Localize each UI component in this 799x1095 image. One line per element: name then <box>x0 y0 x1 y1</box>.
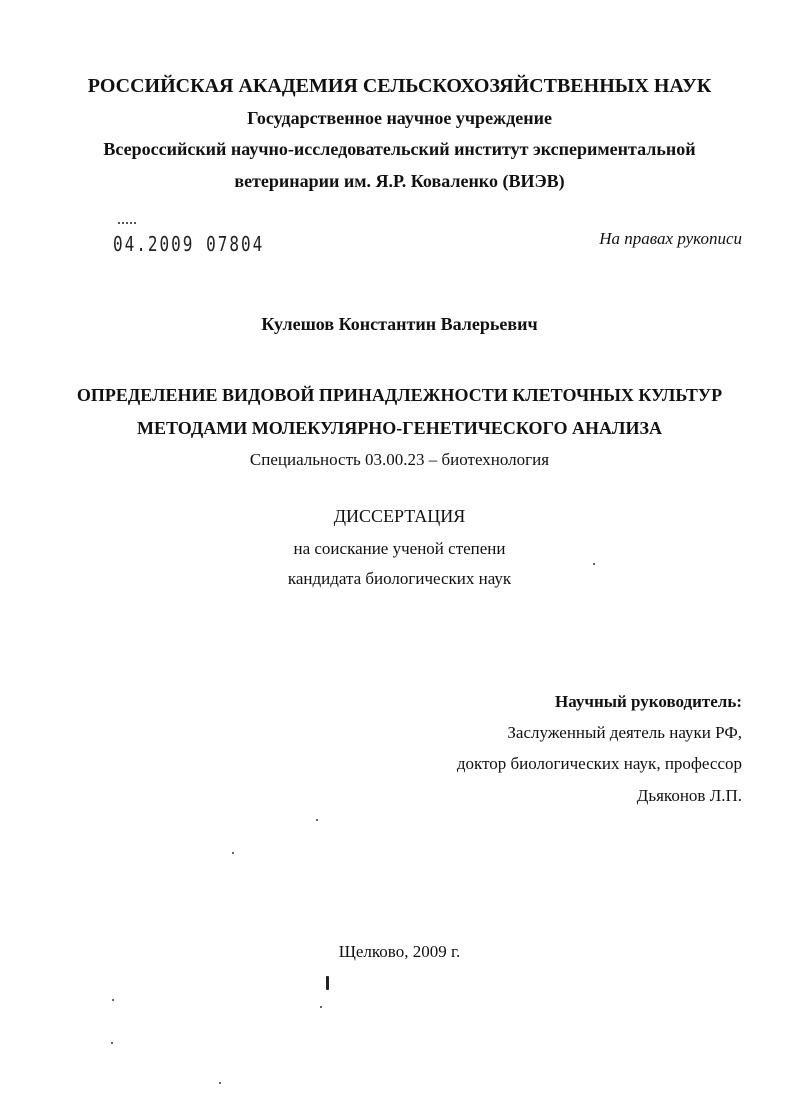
thesis-title-line2: МЕТОДАМИ МОЛЕКУЛЯРНО-ГЕНЕТИЧЕСКОГО АНАЛИЗА <box>137 418 662 438</box>
scan-speck <box>593 563 595 565</box>
scan-speck <box>316 819 318 821</box>
institute-name-line1: Всероссийский научно-исследовательский институт экспериментальной <box>103 139 696 159</box>
academy-name: РОССИЙСКАЯ АКАДЕМИЯ СЕЛЬСКОХОЗЯЙСТВЕННЫХ НАУК <box>87 75 712 97</box>
scan-speck <box>232 852 234 854</box>
institution-type: Государственное научное учреждение <box>247 108 552 128</box>
scan-speck <box>111 1042 113 1044</box>
rights-note: На правах рукописи <box>599 229 742 248</box>
thesis-title-line1: ОПРЕДЕЛЕНИЕ ВИДОВОЙ ПРИНАДЛЕЖНОСТИ КЛЕТОЧНЫХ КУЛЬТУР <box>76 385 723 405</box>
supervisor-title-line1: Заслуженный деятель науки РФ, <box>507 723 742 742</box>
scan-mark <box>326 976 329 990</box>
scan-speck <box>320 1006 322 1008</box>
document-type: ДИССЕРТАЦИЯ <box>333 506 466 526</box>
institute-name-line2: ветеринарии им. Я.Р. Коваленко (ВИЭВ) <box>234 171 565 191</box>
place-and-year: Щелково, 2009 г. <box>338 942 461 961</box>
library-stamp-number: 04.2009 07804 <box>113 232 265 256</box>
scan-speck <box>112 999 114 1001</box>
author-name: Кулешов Константин Валерьевич <box>261 314 538 334</box>
supervisor-title-line2: доктор биологических наук, профессор <box>456 754 742 773</box>
supervisor-name: Дьяконов Л.П. <box>636 786 742 805</box>
scan-speck <box>219 1082 221 1084</box>
stamp-dots <box>118 222 136 226</box>
supervisor-heading: Научный руководитель: <box>555 692 742 711</box>
degree-purpose-line1: на соискание ученой степени <box>293 539 506 558</box>
specialty: Специальность 03.00.23 – биотехнология <box>249 450 550 469</box>
degree-purpose-line2: кандидата биологических наук <box>287 569 512 588</box>
